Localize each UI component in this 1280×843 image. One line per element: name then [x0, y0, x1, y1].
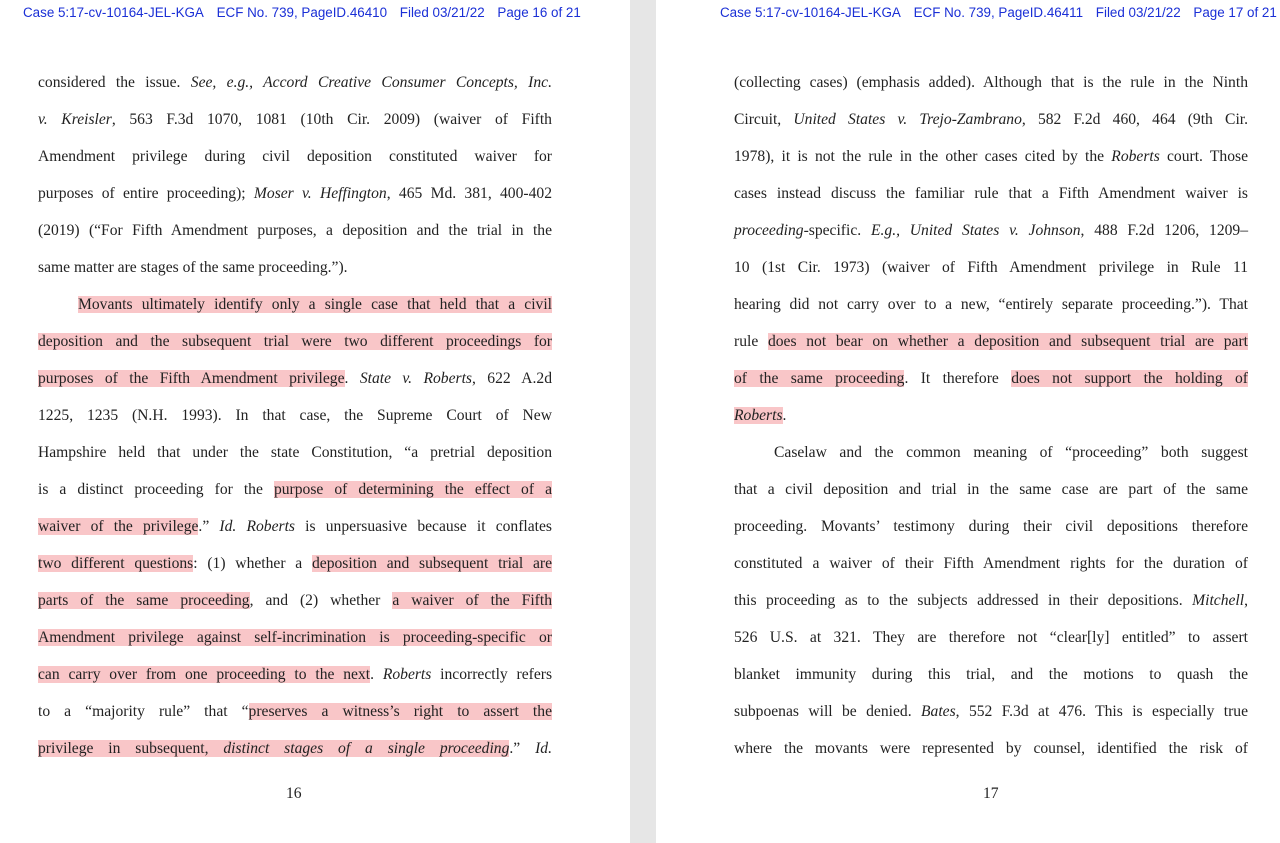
text-run: Mitchell [1192, 592, 1245, 609]
text-run: . [370, 666, 383, 683]
text-run: (collecting cases) (emphasis added). Although that is the rule in the Ninth [734, 74, 1248, 91]
text-run: that a civil deposition and trial in the same case are part of the same [734, 481, 1248, 498]
text-run: cases instead discuss the familiar rule that a Fifth Amendment waiver is [734, 185, 1248, 202]
page-number: 17 [983, 785, 999, 802]
text-line [38, 360, 552, 397]
text-run: .” [198, 518, 220, 535]
text-line [38, 434, 552, 471]
highlighted-text: two different questions [38, 555, 194, 572]
highlighted-text: distinct stages of a single proceeding [223, 740, 510, 757]
highlighted-text: does not bear on whether a deposition and subsequent trial are part [767, 333, 1248, 350]
text-line [38, 730, 552, 767]
page-17 [656, 0, 1280, 843]
text-run: purposes of entire proceeding); [38, 185, 254, 202]
text-run: court. Those [1159, 148, 1248, 165]
text-line [734, 101, 1248, 138]
text-line [734, 619, 1248, 656]
text-line [38, 101, 552, 138]
highlighted-text: waiver of the privilege [38, 518, 199, 535]
text-run: Circuit, [734, 111, 794, 128]
ecf-header [720, 5, 1280, 20]
case-number: Case 5:17-cv-10164-JEL-KGA [720, 5, 901, 20]
text-run: Hampshire held that under the state Constitution, “a pretrial deposition [38, 444, 552, 461]
text-run: Id. Roberts [219, 518, 295, 535]
text-line [734, 138, 1248, 175]
text-run: Bates [921, 703, 956, 720]
ecf-header [23, 5, 590, 20]
page-16 [0, 0, 630, 843]
text-line [734, 434, 1248, 471]
text-line [734, 249, 1248, 286]
text-run: , and (2) whether [249, 592, 393, 609]
page-body [734, 64, 1248, 767]
text-line [734, 175, 1248, 212]
text-run: United States v. Trejo-Zambrano [793, 111, 1022, 128]
highlighted-text: parts of the same proceeding [38, 592, 250, 609]
highlighted-text: preserves a witness’s right to assert the [248, 703, 552, 720]
text-line [734, 397, 1248, 434]
text-run: , 622 A.2d [472, 370, 553, 387]
text-run: Moser v. Heffington [253, 185, 387, 202]
text-run: 10 (1st Cir. 1973) (waiver of Fifth Amendment privilege in Rule 11 [734, 259, 1248, 276]
highlighted-text: can carry over from one proceeding to the next [38, 666, 371, 683]
text-run: -specific. [803, 222, 871, 239]
text-line [38, 619, 552, 656]
highlighted-text: deposition and subsequent trial are [311, 555, 552, 572]
text-run: Caselaw and the common meaning of “proceeding” both suggest [774, 444, 1248, 461]
text-run: E.g., United States v. Johnson [870, 222, 1081, 239]
text-run: to a “majority rule” that “ [38, 703, 249, 720]
highlighted-text: Amendment privilege against self-incrimination is proceeding-specific or [38, 629, 552, 646]
text-run: constituted a waiver of their Fifth Amendment rights for the duration of [734, 555, 1248, 572]
text-line [38, 471, 552, 508]
text-line [734, 656, 1248, 693]
text-line [734, 693, 1248, 730]
page-of-total: Page 17 of 21 [1193, 5, 1277, 20]
text-run: See, e.g., Accord Creative Consumer Concepts, Inc. [190, 74, 552, 91]
highlighted-text: purpose of determining the effect of a [273, 481, 552, 498]
text-run: , 488 F.2d 1206, 1209– [1080, 222, 1249, 239]
text-line [38, 286, 552, 323]
text-line [38, 249, 552, 286]
text-line [734, 64, 1248, 101]
text-line [734, 286, 1248, 323]
text-line [38, 323, 552, 360]
text-line [734, 582, 1248, 619]
text-line [38, 64, 552, 101]
case-number: Case 5:17-cv-10164-JEL-KGA [23, 5, 204, 20]
highlighted-text: Movants ultimately identify only a single case that held that a civil [78, 296, 552, 313]
text-run: , 582 F.2d 460, 464 (9th Cir. [1021, 111, 1249, 128]
text-line [38, 545, 552, 582]
text-run: incorrectly refers [431, 666, 553, 683]
highlighted-text: deposition and the subsequent trial were two different proceedings for [38, 333, 552, 350]
highlighted-text: does not support the holding of [1011, 370, 1248, 387]
text-run: v. Kreisler [38, 111, 112, 128]
text-run: Roberts [1111, 148, 1160, 165]
text-run: proceeding [734, 222, 804, 239]
text-line [734, 730, 1248, 767]
page-body [38, 64, 552, 767]
text-run: , 552 F.3d at 476. This is especially true [955, 703, 1249, 720]
text-run: proceeding. Movants’ testimony during their civil depositions therefore [734, 518, 1248, 535]
text-run: hearing did not carry over to a new, “entirely separate proceeding.”). That [734, 296, 1248, 313]
text-run: 1225, 1235 (N.H. 1993). In that case, the Supreme Court of New [38, 407, 552, 424]
highlighted-text: a waiver of the Fifth [392, 592, 552, 609]
highlighted-text: purposes of the Fifth Amendment privilege [38, 370, 345, 387]
text-line [38, 656, 552, 693]
text-run: . [344, 370, 360, 387]
text-run: this proceeding as to the subjects addressed in their depositions. [734, 592, 1193, 609]
text-run: 526 U.S. at 321. They are therefore not “clear[ly] entitled” to assert [734, 629, 1248, 646]
filed-date: Filed 03/21/22 [1095, 5, 1181, 20]
text-run: 1978), it is not the rule in the other cases cited by the [734, 148, 1112, 165]
ecf-number: ECF No. 739, PageID.46410 [216, 5, 388, 20]
text-line [38, 212, 552, 249]
text-run: Roberts [382, 666, 432, 683]
text-line [38, 582, 552, 619]
highlighted-text: Roberts [734, 407, 783, 424]
text-line [38, 175, 552, 212]
text-run: rule [734, 333, 768, 350]
text-line [734, 323, 1248, 360]
text-run: (2019) (“For Fifth Amendment purposes, a deposition and the trial in the [38, 222, 552, 239]
text-run: subpoenas will be denied. [734, 703, 921, 720]
text-line [38, 397, 552, 434]
text-run: blanket immunity during this trial, and the motions to quash the [734, 666, 1248, 683]
text-run: same matter are stages of the same proceeding.”). [38, 259, 348, 276]
highlighted-text: privilege in subsequent, [38, 740, 224, 757]
text-run: is unpersuasive because it conflates [295, 518, 552, 535]
text-line [38, 138, 552, 175]
text-run: . It therefore [904, 370, 1012, 387]
text-run: considered the issue. [38, 74, 191, 91]
text-run: Id. [535, 740, 552, 757]
text-line [734, 508, 1248, 545]
text-run: Amendment privilege during civil deposition constituted waiver for [38, 148, 552, 165]
text-line [734, 212, 1248, 249]
highlighted-text: of the same proceeding [734, 370, 905, 387]
text-line [734, 471, 1248, 508]
text-run: , 465 Md. 381, 400-402 [386, 185, 552, 202]
text-run: , 563 F.3d 1070, 1081 (10th Cir. 2009) (waiver of Fifth [111, 111, 552, 128]
filed-date: Filed 03/21/22 [399, 5, 485, 20]
text-line [734, 360, 1248, 397]
ecf-number: ECF No. 739, PageID.46411 [913, 5, 1084, 20]
text-run: . [782, 407, 787, 424]
page-gutter [630, 0, 656, 843]
text-line [734, 545, 1248, 582]
text-run: , [1244, 592, 1248, 609]
text-run: : (1) whether a [193, 555, 312, 572]
text-run: is a distinct proceeding for the [38, 481, 274, 498]
text-line [38, 693, 552, 730]
text-run: State v. Roberts [359, 370, 472, 387]
text-run: where the movants were represented by counsel, identified the risk of [734, 740, 1248, 757]
text-line [38, 508, 552, 545]
page-number: 16 [286, 785, 302, 802]
page-of-total: Page 16 of 21 [497, 5, 581, 20]
text-run: .” [509, 740, 536, 757]
